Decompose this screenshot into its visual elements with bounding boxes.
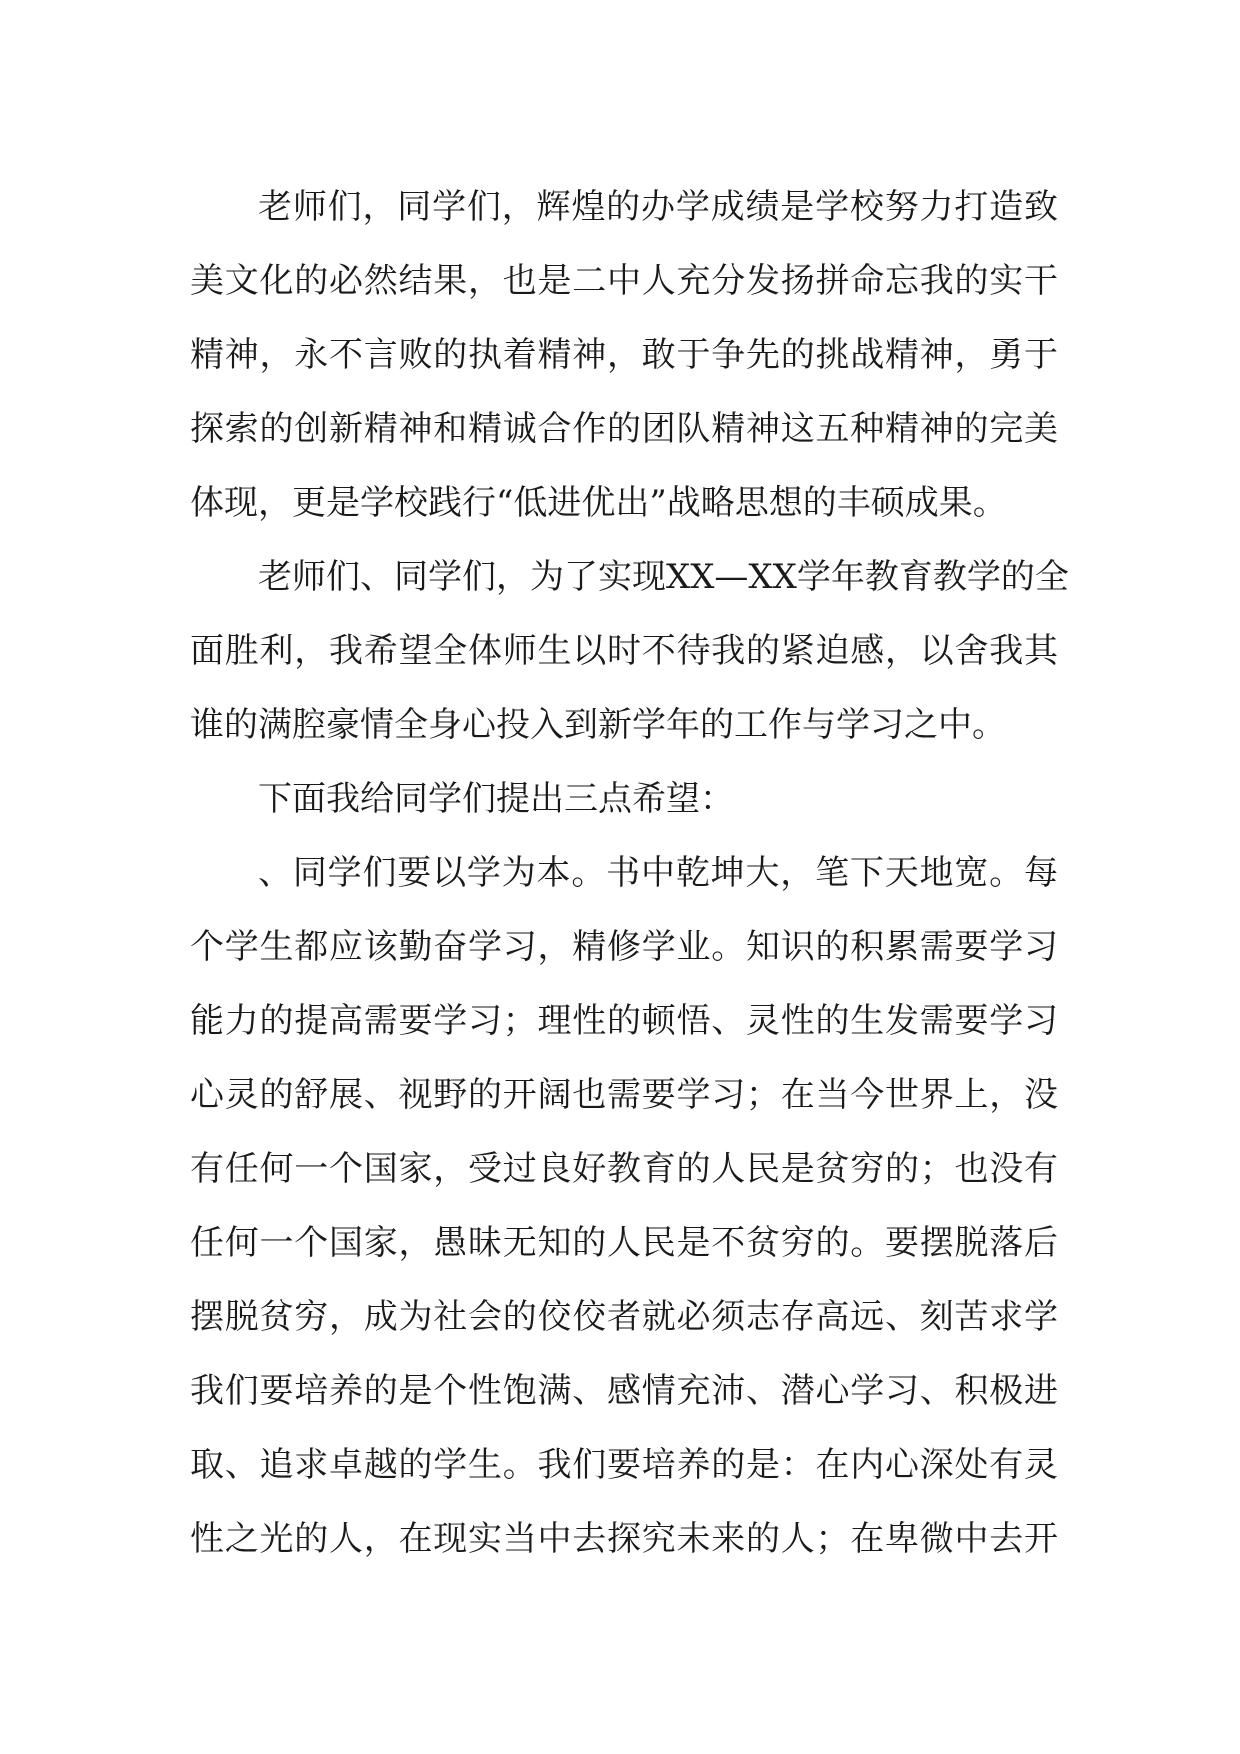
text-line: 心灵的舒展、视野的开阔也需要学习；在当今世界上，没 [190,1075,1058,1115]
text-line: 个学生都应该勤奋学习，精修学业。知识的积累需要学习 [190,927,1058,967]
text-line: 取、追求卓越的学生。我们要培养的是：在内心深处有灵 [190,1445,1058,1485]
text-line: 我们要培养的是个性饱满、感情充沛、潜心学习、积极进 [190,1371,1058,1411]
text-line: 老师们、同学们，为了实现XX—XX学年教育教学的全 [258,557,1069,597]
text-line: 体现，更是学校践行“低进优出”战略思想的丰硕成果。 [190,483,1007,523]
text-line: 探索的创新精神和精诚合作的团队精神这五种精神的完美 [190,409,1058,449]
text-line: 谁的满腔豪情全身心投入到新学年的工作与学习之中。 [190,705,1006,745]
body-text [190,170,1069,1576]
text-line: 下面我给同学们提出三点希望： [258,779,734,819]
text-line: 精神，永不言败的执着精神，敢于争先的挑战精神，勇于 [190,335,1058,375]
text-line: 、同学们要以学为本。书中乾坤大，笔下天地宽。每 [258,853,1058,893]
text-line: 面胜利，我希望全体师生以时不待我的紧迫感，以舍我其 [190,631,1058,671]
text-line: 能力的提高需要学习；理性的顿悟、灵性的生发需要学习 [190,1001,1058,1041]
text-line: 老师们，同学们，辉煌的办学成绩是学校努力打造致 [258,187,1058,227]
text-line: 美文化的必然结果，也是二中人充分发扬拼命忘我的实干 [190,261,1058,301]
text-line: 性之光的人，在现实当中去探究未来的人；在卑微中去开 [190,1519,1058,1559]
text-line: 有任何一个国家，受过良好教育的人民是贫穷的；也没有 [190,1149,1058,1189]
text-line: 摆脱贫穷，成为社会的佼佼者就必须志存高远、刻苦求学 [190,1297,1058,1337]
text-line: 任何一个国家，愚昧无知的人民是不贫穷的。要摆脱落后 [190,1223,1058,1263]
